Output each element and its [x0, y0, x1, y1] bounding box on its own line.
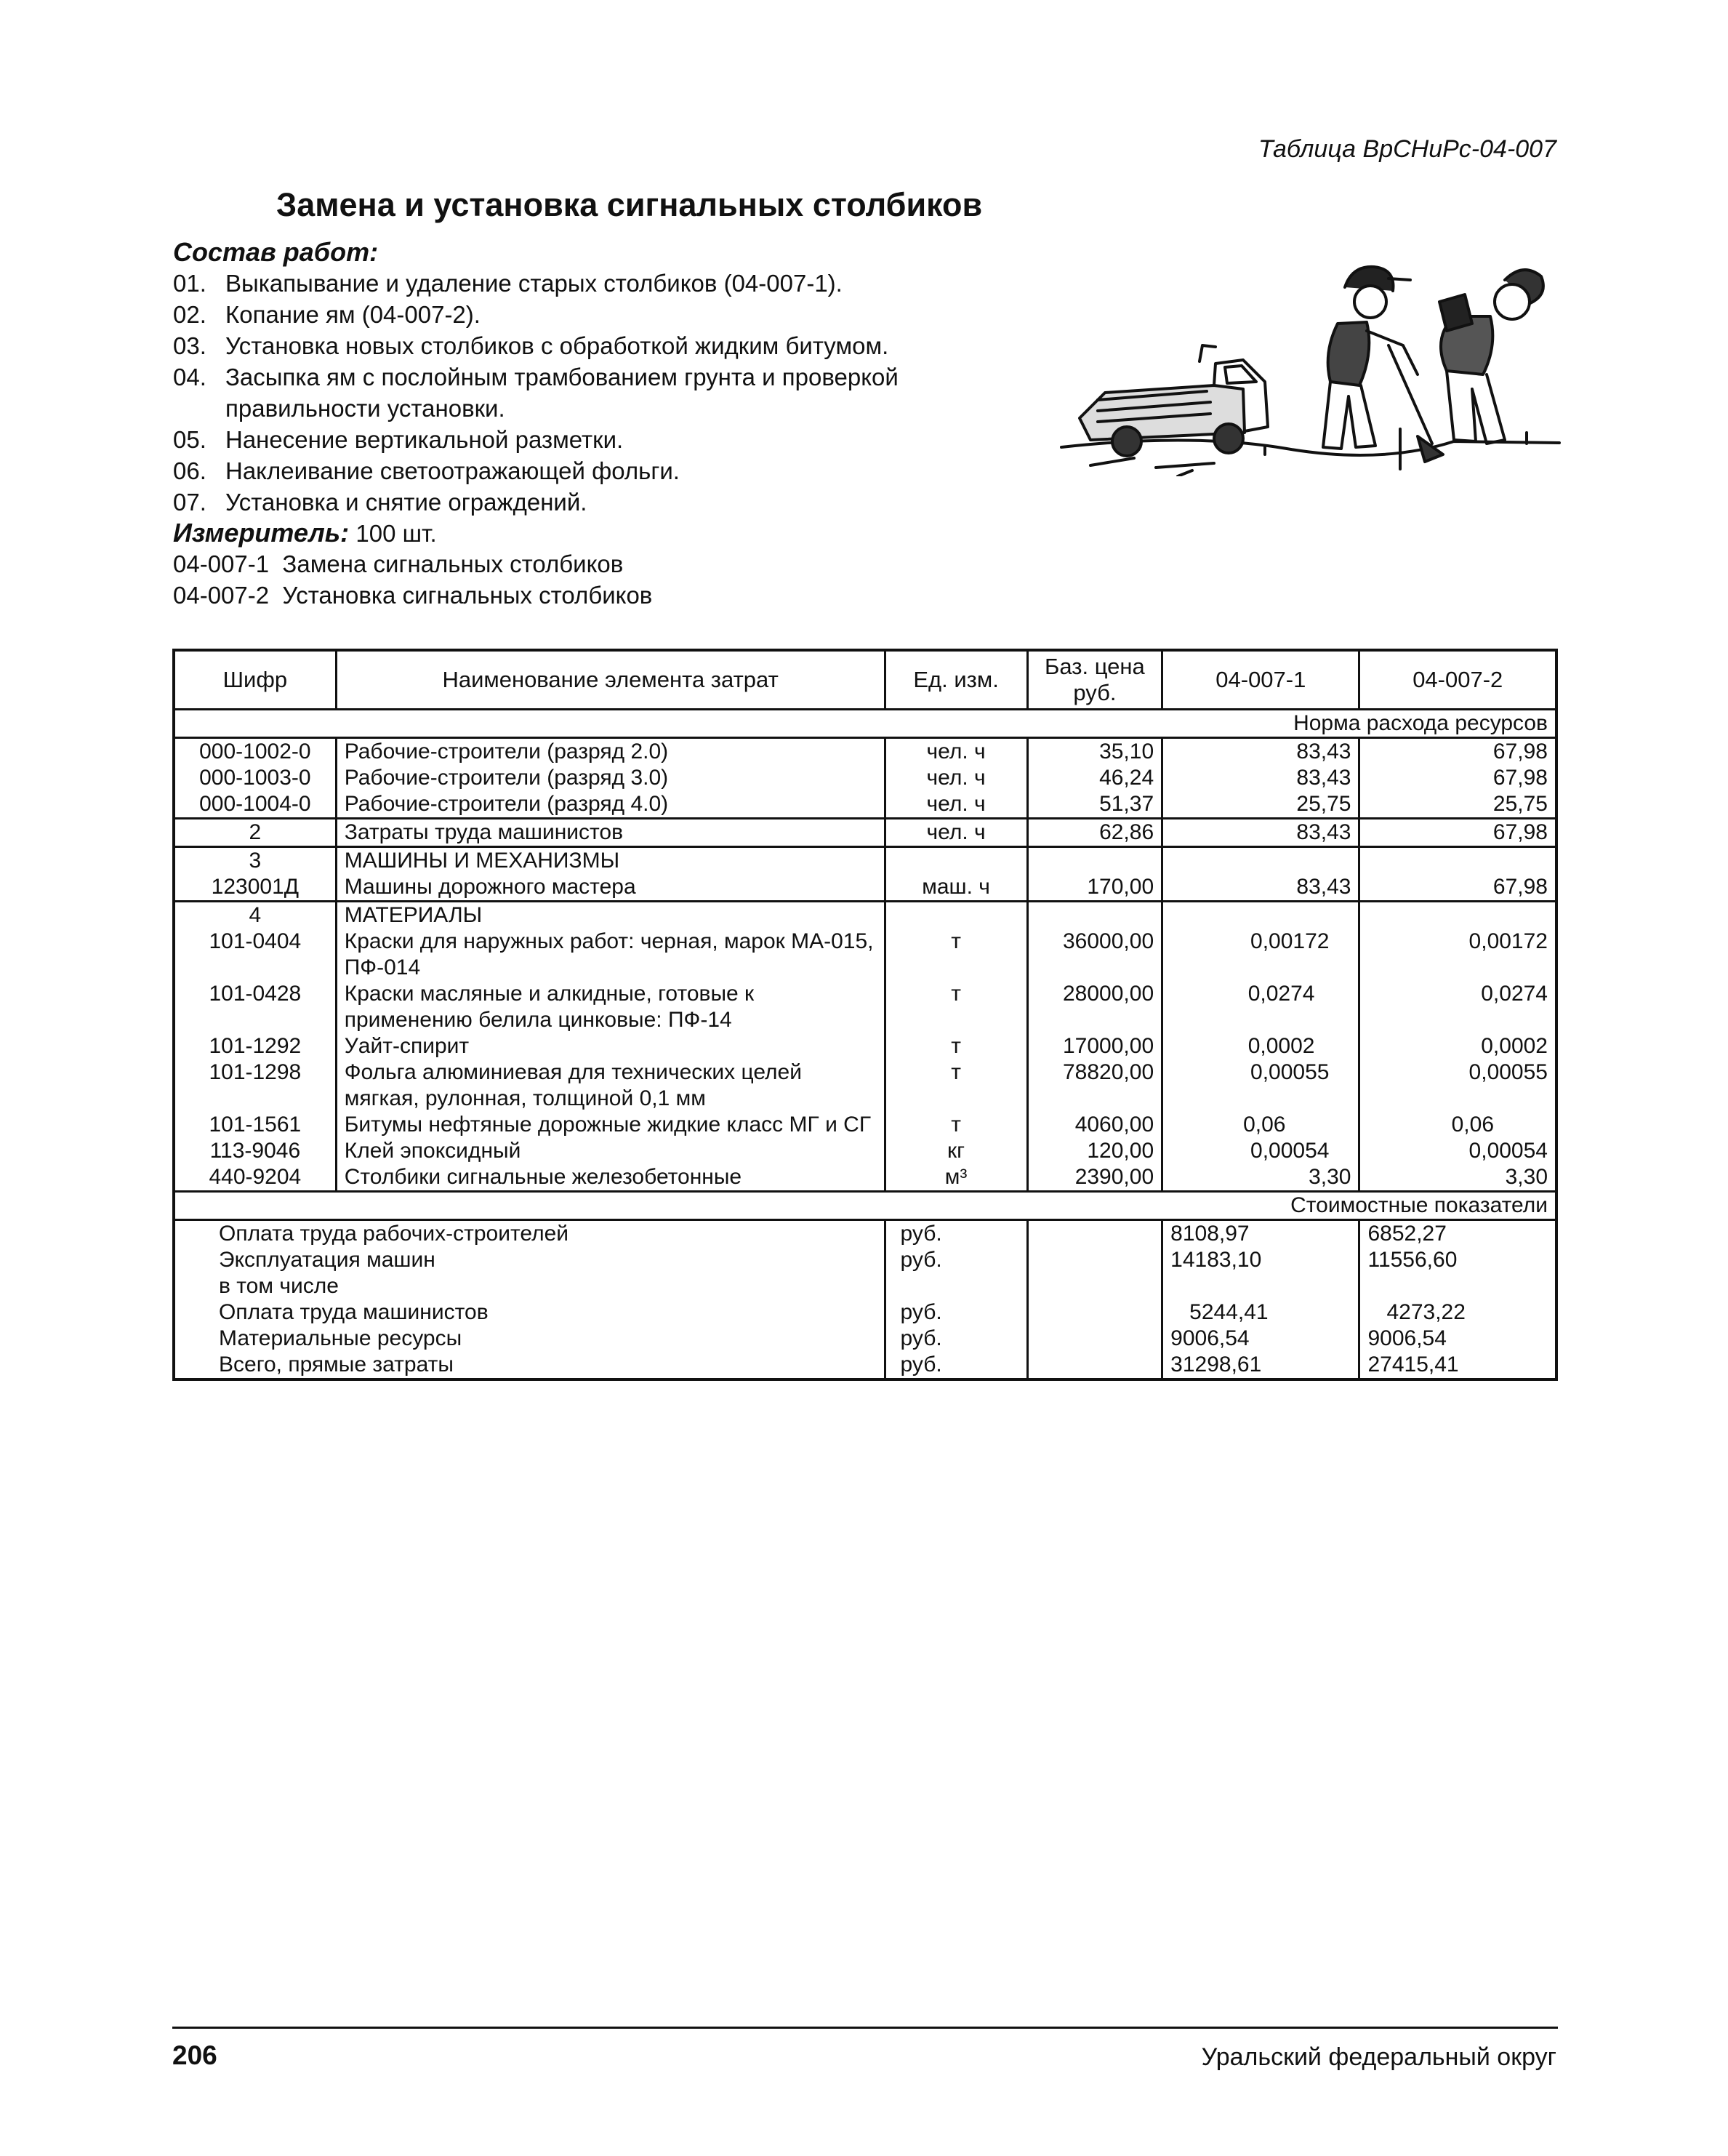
table-header-row — [174, 650, 1556, 710]
variant-item: 04-007-1 Замена сигнальных столбиков — [173, 550, 624, 577]
variant-item: 04-007-2 Установка сигнальных столбиков — [173, 582, 653, 609]
footer-region: Уральский федеральный округ — [1201, 2043, 1556, 2071]
measurement-value: 100 шт. — [355, 520, 437, 547]
table-row: 000-1002-0 Рабочие-строители (разряд 2.0) чел. ч 35,10 83,43 67,98 — [174, 738, 1556, 766]
table-row: 101-1298 Фольга алюминиевая для технических целей мягкая, рулонная, толщиной 0,1 мм т 78820,00 0,00055 0,00055 — [174, 1059, 1556, 1112]
table-row: 101-1561 Битумы нефтяные дорожные жидкие класс МГ и СГ т 4060,00 0,06 0,06 — [174, 1112, 1556, 1138]
section-row — [174, 1192, 1556, 1220]
header-unit: Ед. изм. — [885, 650, 1027, 710]
table-row: 101-0404 Краски для наружных работ: черная, марок МА-015, ПФ-014 т 36000,00 0,00172 0,00172 — [174, 929, 1556, 981]
cost-row: Эксплуатация машин руб. 14183,10 11556,60 — [174, 1247, 1556, 1273]
work-step: 03. Установка новых столбиков с обработкой жидким битумом. — [173, 332, 889, 359]
cost-row: в том числе — [174, 1273, 1556, 1299]
table-row: 101-1292 Уайт-спирит т 17000,00 0,0002 0,0002 — [174, 1033, 1556, 1059]
work-step: 05. Нанесение вертикальной разметки. — [173, 426, 624, 453]
header-variant-2: 04-007-2 — [1359, 650, 1556, 710]
cost-row: Материальные ресурсы руб. 9006,54 9006,54 — [174, 1326, 1556, 1352]
header-code: Шифр — [174, 650, 336, 710]
table-reference: Таблица ВрСНиРс-04-007 — [1258, 135, 1556, 163]
table-row: 000-1003-0 Рабочие-строители (разряд 3.0) чел. ч 46,24 83,43 67,98 — [174, 765, 1556, 791]
table-row: 000-1004-0 Рабочие-строители (разряд 4.0) чел. ч 51,37 25,75 25,75 — [174, 791, 1556, 819]
variants-list — [173, 548, 652, 611]
table-row: 440-9204 Столбики сигнальные железобетонные м³ 2390,00 3,30 3,30 — [174, 1164, 1556, 1192]
resources-table — [172, 649, 1558, 1381]
header-name: Наименование элемента затрат — [336, 650, 885, 710]
header-base-price: Баз. цена руб. — [1027, 650, 1162, 710]
cost-row: Всего, прямые затраты руб. 31298,61 27415,41 — [174, 1352, 1556, 1379]
work-composition-label: Состав работ: — [173, 237, 379, 267]
work-step: 04. Засыпка ям с послойным трамбованием грунта и проверкой правильности установки. — [173, 364, 899, 422]
table-row: 113-9046 Клей эпоксидный кг 120,00 0,00054 0,00054 — [174, 1138, 1556, 1164]
page-title: Замена и установка сигнальных столбиков — [276, 186, 983, 223]
work-step: 07. Установка и снятие ограждений. — [173, 489, 587, 516]
table-row: 101-0428 Краски масляные и алкидные, готовые к применению белила цинковые: ПФ-14 т 28000,00 0,0274 0,0274 — [174, 981, 1556, 1033]
table-row: 2 Затраты труда машинистов чел. ч 62,86 83,43 67,98 — [174, 819, 1556, 847]
section-norm-label: Норма расхода ресурсов — [174, 710, 1556, 738]
cost-row: Оплата труда машинистов руб. 5244,41 4273,22 — [174, 1299, 1556, 1326]
table-row: 4 МАТЕРИАЛЫ — [174, 902, 1556, 929]
workers-illustration — [1047, 236, 1564, 476]
cost-row: Оплата труда рабочих-строителей руб. 8108,97 6852,27 — [174, 1220, 1556, 1248]
work-step: 02. Копание ям (04-007-2). — [173, 301, 481, 328]
work-steps-list — [173, 268, 1016, 518]
measurement-unit — [173, 518, 437, 548]
section-cost-label: Стоимостные показатели — [174, 1192, 1556, 1220]
table-row: 123001Д Машины дорожного мастера маш. ч 170,00 83,43 67,98 — [174, 874, 1556, 902]
page-number: 206 — [172, 2040, 217, 2070]
measurement-label: Измеритель: — [173, 518, 350, 548]
section-row — [174, 710, 1556, 738]
table-row: 3 МАШИНЫ И МЕХАНИЗМЫ — [174, 847, 1556, 875]
work-step: 01. Выкапывание и удаление старых столбиков (04-007-1). — [173, 270, 843, 297]
footer-divider — [172, 2027, 1558, 2029]
work-step: 06. Наклеивание светоотражающей фольги. — [173, 457, 680, 484]
header-variant-1: 04-007-1 — [1162, 650, 1359, 710]
